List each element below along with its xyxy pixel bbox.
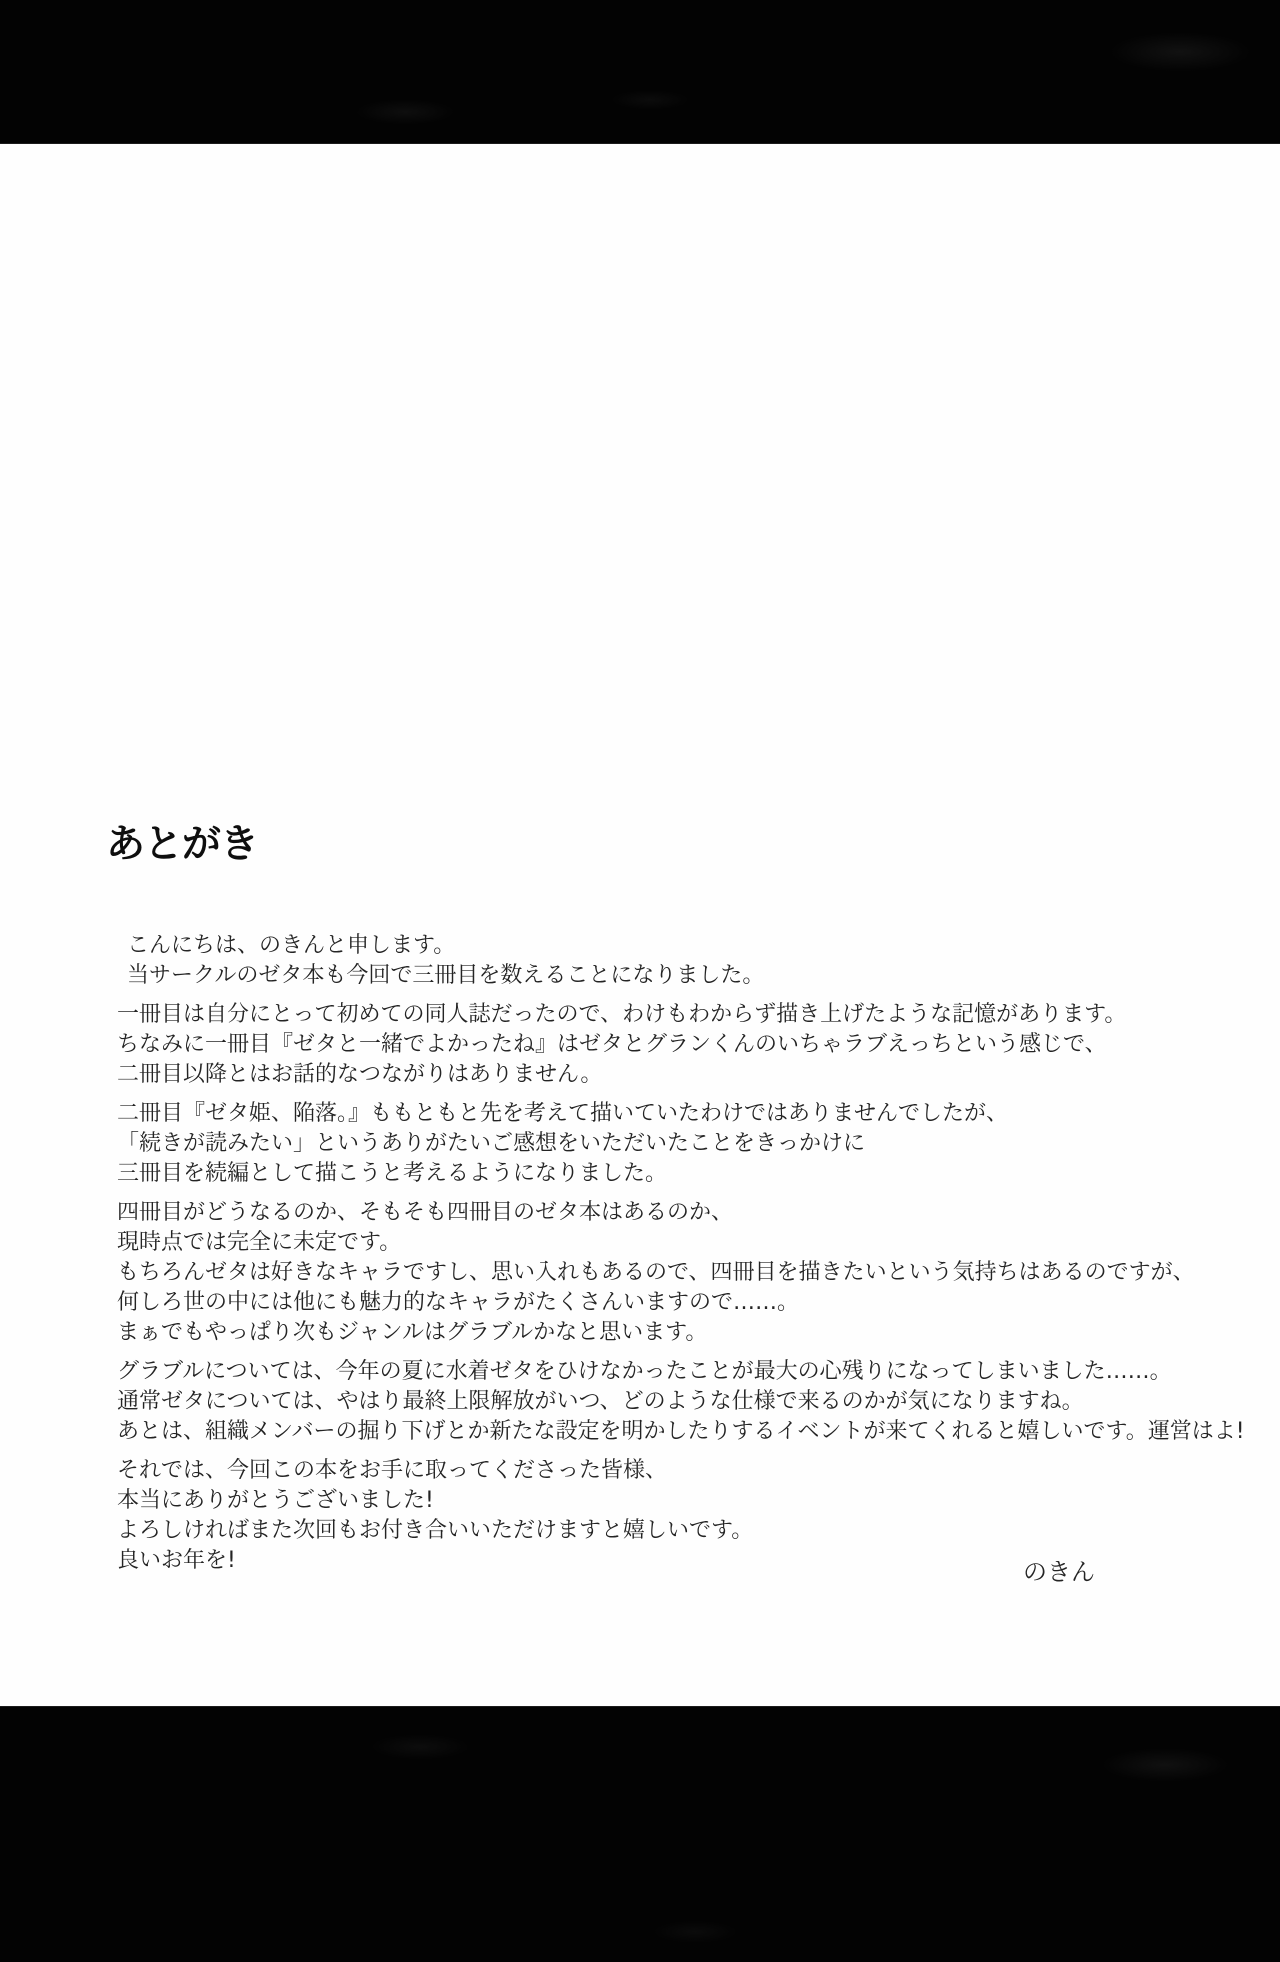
text-line: それでは、今回この本をお手に取ってくださった皆様、 [117, 1458, 668, 1483]
text-line: 四冊目がどうなるのか、そもそも四冊目のゼタ本はあるのか、 [117, 1200, 734, 1225]
text-line: 通常ゼタについては、やはり最終上限解放がいつ、どのような仕様で来るのかが気になりますね。 [117, 1389, 1084, 1414]
paragraph-thanks [117, 1456, 1280, 1576]
paragraph-fourth-book [117, 1198, 1280, 1348]
author-signature: のきん [1023, 1558, 1095, 1586]
text-line: 良いお年を! [117, 1548, 236, 1573]
paragraph-second-book [117, 1099, 1280, 1189]
text-line: 三冊目を続編として描こうと考えるようになりました。 [117, 1161, 668, 1186]
text-line: 本当にありがとうございました! [117, 1488, 434, 1513]
text-line: 当サークルのゼタ本も今回で三冊目を数えることになりました。 [127, 963, 765, 988]
text-line: 現時点では完全に未定です。 [117, 1230, 402, 1255]
text-line: グラブルについては、今年の夏に水着ゼタをひけなかったことが最大の心残りになってしまいました……。 [117, 1359, 1172, 1384]
text-line: こんにちは、のきんと申します。 [127, 933, 456, 958]
text-line: 何しろ世の中には他にも魅力的なキャラがたくさんいますので……。 [117, 1290, 800, 1315]
text-line: 「続きが読みたい」というありがたいご感想をいただいたことをきっかけに [117, 1131, 866, 1156]
paragraph-granblue [117, 1357, 1280, 1447]
text-line: よろしければまた次回もお付き合いいただけますと嬉しいです。 [117, 1518, 754, 1543]
text-line: まぁでもやっぱり次もジャンルはグラブルかなと思います。 [117, 1320, 708, 1345]
text-line: もちろんゼタは好きなキャラですし、思い入れもあるので、四冊目を描きたいという気持ちはあるのですが、 [117, 1260, 1195, 1285]
top-black-bar [0, 0, 1280, 144]
page-title: あとがき [106, 822, 259, 867]
bottom-black-bar [0, 1706, 1280, 1962]
text-line: 二冊目以降とはお話的なつながりはありません。 [117, 1062, 603, 1087]
text-line: 二冊目『ゼタ姫、陥落。』ももともと先を考えて描いていたわけではありませんでしたが、 [117, 1101, 1009, 1126]
paragraph-greeting [127, 931, 1280, 991]
text-line: あとは、組織メンバーの掘り下げとか新たな設定を明かしたりするイベントが来てくれると嬉しいです。運営はよ! [117, 1419, 1245, 1444]
text-line: 一冊目は自分にとって初めての同人誌だったので、わけもわからず描き上げたような記憶があります。 [117, 1002, 1127, 1027]
text-line: ちなみに一冊目『ゼタと一緒でよかったね』はゼタとグランくんのいちゃラブえっちという感じで、 [117, 1032, 1107, 1057]
afterword-body [117, 931, 1280, 1585]
paragraph-first-book [117, 1000, 1280, 1090]
